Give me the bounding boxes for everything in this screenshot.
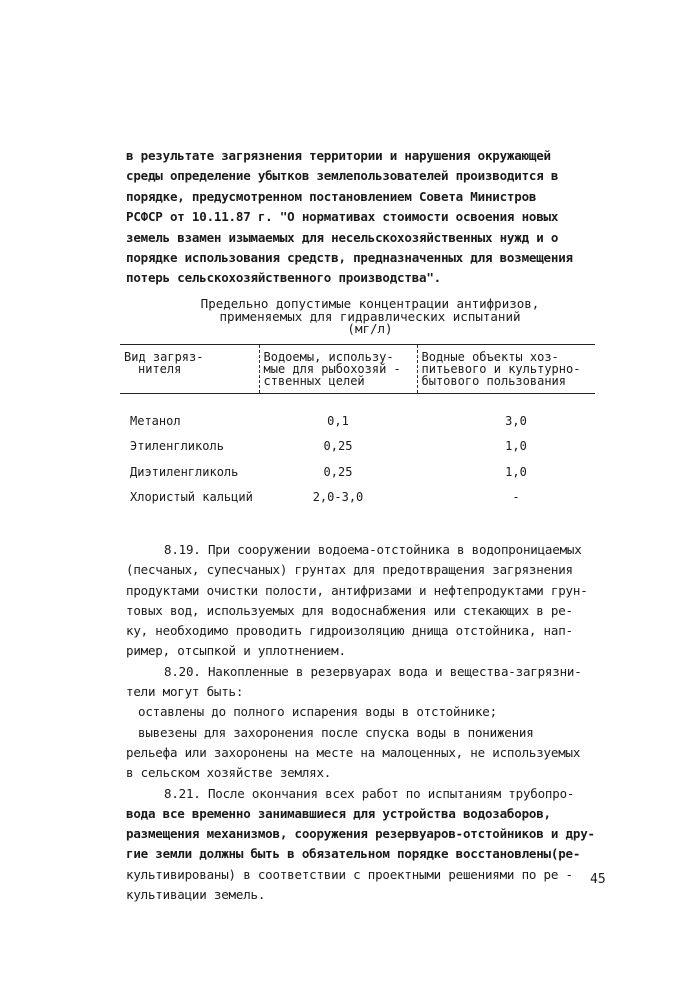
paragraph-line: вода все временно занимавшиеся для устройства водозаборов,: [126, 805, 551, 821]
paragraph-line: культивированы) в соответствии с проектными решениями по ре -: [126, 866, 573, 882]
header-line: нителя: [138, 362, 182, 376]
cell-drinking-value: -: [512, 490, 520, 505]
paragraph-line: 8.19. При сооружении водоема-отстойника в водопроницаемых: [164, 542, 582, 557]
paragraph-line: (песчаных, супесчаных) грунтах для предотвращения загрязнения: [126, 562, 573, 578]
header-line: мые для рыбохозяй -: [263, 362, 401, 376]
header-fishery-waters: [259, 345, 417, 394]
paragraph-line: 8.20. Накопленные в резервуарах вода и вещества-загрязни-: [164, 663, 582, 679]
cell-fishery-value: 2,0-3,0: [312, 490, 364, 505]
intro-line: потерь сельскохозяйственного производства".: [126, 270, 442, 286]
table-header-row: [120, 345, 595, 394]
cell-drinking-value: 1,0: [505, 464, 527, 479]
header-line: ственных целей: [263, 374, 365, 388]
list-item: вывезены для захоронения после спуска воды в понижения: [138, 724, 534, 740]
cell-drinking-value: 3,0: [505, 413, 527, 428]
section-8-20: [126, 662, 596, 784]
intro-paragraph: [126, 146, 596, 289]
paragraph-line: ку, необходимо проводить гидроизоляцию днища отстойника, нап-: [126, 623, 573, 639]
intro-line: РСФСР от 10.11.87 г. "О нормативах стоимости освоения новых: [126, 209, 559, 225]
intro-line: в результате загрязнения территории и нарушения окружающей: [126, 148, 551, 163]
header-line: Водоемы, использу-: [263, 350, 394, 364]
intro-line: порядке, предусмотренном постановлением Совета Министров: [126, 188, 537, 204]
cell-pollutant: Диэтиленгликоль: [130, 464, 239, 479]
cell-fishery-value: 0,1: [327, 413, 349, 428]
list-item-continuation: рельефа или захоронены на месте на малоценных, не используемых: [126, 744, 581, 760]
paragraph-line: культивации земель.: [126, 887, 266, 903]
caption-line: применяемых для гидравлических испытаний: [219, 308, 521, 324]
paragraph-line: 8.21. После окончания всех работ по испытаниям трубопро-: [164, 785, 575, 801]
caption-units: (мг/л): [347, 321, 393, 336]
paragraph-line: продуктами очистки полости, антифризами и нефтепродуктами грун-: [126, 582, 588, 598]
table-row: [120, 459, 595, 485]
paragraph-line: размещения механизмов, сооружения резервуаров-отстойников и дру-: [126, 826, 595, 842]
intro-line: земель взамен изымаемых для несельскохозяйственных нужд и о: [126, 229, 559, 245]
antifreeze-concentration-table: [120, 344, 595, 510]
intro-line: порядке использования средств, предназначенных для возмещения: [126, 250, 573, 266]
table-row: [120, 434, 595, 460]
page-number: 45: [590, 872, 606, 887]
paragraph-line: тели могут быть:: [126, 684, 244, 700]
section-8-21: [126, 784, 596, 906]
list-item-continuation: в сельском хозяйстве землях.: [126, 765, 332, 781]
intro-line: среды определение убытков землепользователей производится в: [126, 168, 559, 184]
paragraph-line: гие земли должны быть в обязательном порядке восстановлены(ре-: [126, 846, 581, 862]
table-row: [120, 394, 595, 434]
paragraph-line: ример, отсыпкой и уплотнением.: [126, 643, 346, 659]
cell-pollutant: Этиленгликоль: [130, 439, 224, 454]
header-line: Водные объекты хоз-: [421, 350, 559, 364]
sections-body: [126, 540, 596, 905]
cell-drinking-value: 1,0: [505, 439, 527, 454]
caption-line: Предельно допустимые концентрации антифризов,: [200, 296, 540, 311]
section-8-19: [126, 540, 596, 662]
cell-pollutant: Метанол: [130, 413, 181, 428]
cell-pollutant: Хлористый кальций: [130, 490, 253, 505]
header-line: питьевого и культурно-: [421, 362, 581, 376]
paragraph-line: товых вод, используемых для водоснабжения или стекающих в ре-: [126, 602, 573, 618]
cell-fishery-value: 0,25: [323, 464, 353, 479]
header-pollutant: [120, 345, 259, 394]
cell-fishery-value: 0,25: [323, 439, 353, 454]
header-line: Вид загряз-: [124, 350, 204, 364]
table-row: [120, 485, 595, 511]
list-item: оставлены до полного испарения воды в отстойнике;: [138, 704, 497, 720]
table-caption: [150, 298, 590, 336]
header-drinking-waters: [417, 345, 595, 394]
header-line: бытового пользования: [421, 374, 566, 388]
